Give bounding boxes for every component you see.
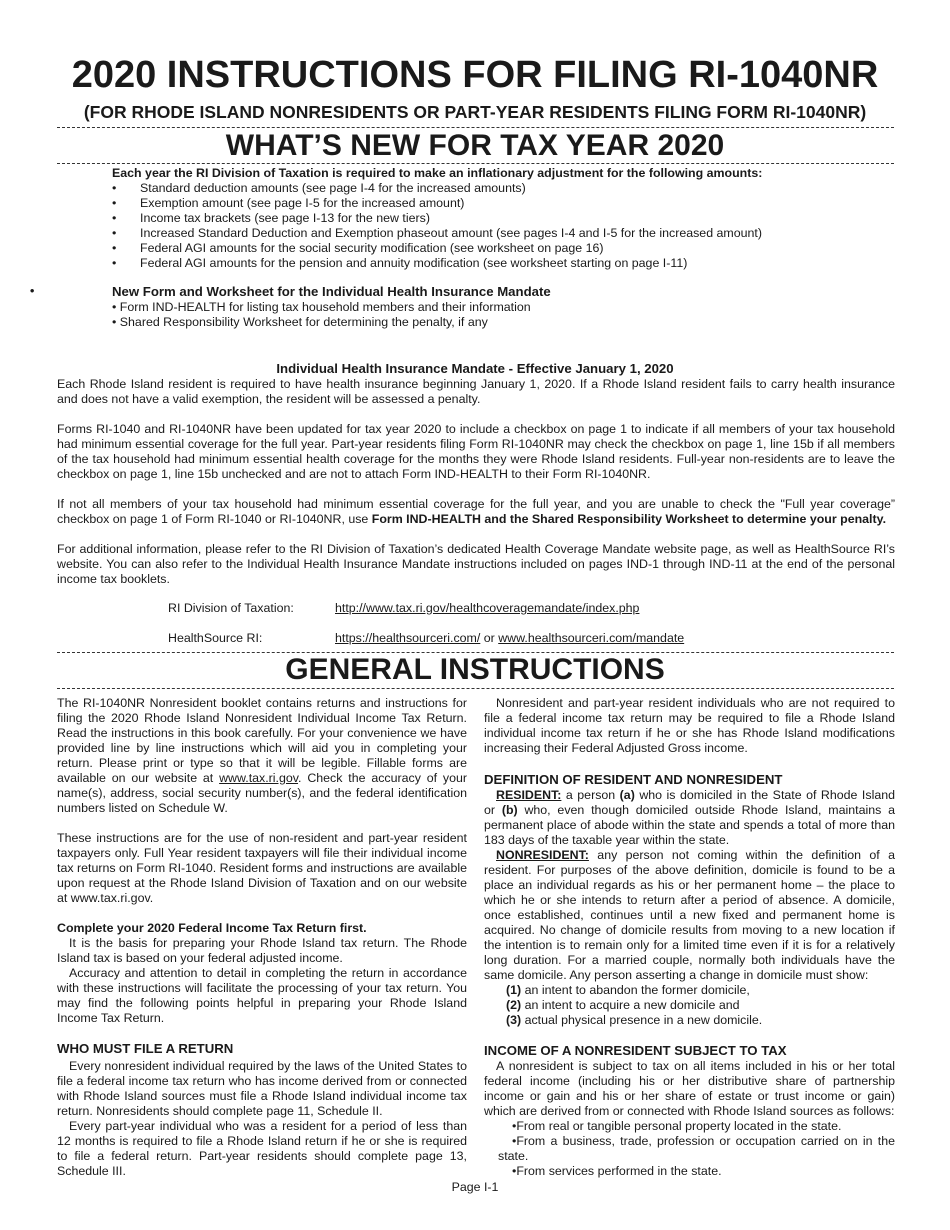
list-item: • Federal AGI amounts for the pension and annuity modification (see worksheet starting on page I-11) bbox=[112, 256, 688, 270]
page-title: 2020 INSTRUCTIONS FOR FILING RI-1040NR bbox=[71, 54, 879, 96]
general-instructions-heading: GENERAL INSTRUCTIONS bbox=[285, 653, 665, 686]
divider bbox=[57, 127, 894, 128]
list-item: • Federal AGI amounts for the social security modification (see worksheet on page 16) bbox=[112, 241, 604, 255]
whats-new-intro: Each year the RI Division of Taxation is required to make an inflationary adjustment for the following amounts: bbox=[112, 166, 763, 180]
whats-new-heading: WHAT’S NEW FOR TAX YEAR 2020 bbox=[225, 129, 725, 162]
page-number: Page I-1 bbox=[451, 1180, 499, 1194]
list-item: • Income tax brackets (see page I-13 for the new tiers) bbox=[112, 211, 430, 225]
tax-website-link[interactable]: www.tax.ri.gov bbox=[219, 771, 299, 785]
page-subtitle: (FOR RHODE ISLAND NONRESIDENTS OR PART-YEAR RESIDENTS FILING FORM RI-1040NR) bbox=[83, 102, 867, 122]
mandate-paragraph: For additional information, please refer to the RI Division of Taxation’s dedicated Health Coverage Mandate website page, as well as HealthSource RI’s website. You can also refer to the Individual Health Insurance Mandate instructions included on pages IND-1 through IND-11 at the end of the personal income tax booklets. bbox=[57, 542, 895, 586]
list-item: •From a business, trade, profession or occupation carried on in the state. bbox=[498, 1134, 895, 1163]
new-form-heading: New Form and Worksheet for the Individual Health Insurance Mandate bbox=[112, 284, 551, 299]
new-form-section bbox=[112, 284, 892, 330]
who-must-file-heading: WHO MUST FILE A RETURN bbox=[57, 1041, 234, 1056]
who-paragraph: Every nonresident individual required by the laws of the United States to file a federal income tax return who has income derived from or connected with Rhode Island sources must file a Rhode Island individual income tax return. Nonresidents should complete page 11, Schedule II. bbox=[57, 1059, 467, 1118]
mandate-heading: Individual Health Insurance Mandate - Effective January 1, 2020 bbox=[276, 361, 674, 376]
list-item: •From services performed in the state. bbox=[512, 1164, 722, 1178]
list-item: • Exemption amount (see page I-5 for the increased amount) bbox=[112, 196, 465, 210]
complete-paragraph: Accuracy and attention to detail in completing the return in accordance with these instructions will facilitate the processing of your tax return. You may find the following points helpful in preparing your Rhode Island Income Tax Return. bbox=[57, 966, 467, 1025]
hs-link-label: HealthSource RI: bbox=[168, 631, 263, 645]
resident-paragraph: RESIDENT: a person (a) who is domiciled in the State of Rhode Island or (b) who, even though domiciled outside Rhode Island, maintains a permanent place of abode within the state and spends a total of more than 183 days of the taxable year within the state. bbox=[484, 788, 896, 847]
healthsource-mandate-link[interactable]: www.healthsourceri.com/mandate bbox=[498, 631, 685, 645]
whats-new-section bbox=[112, 166, 892, 271]
list-item: (2) an intent to acquire a new domicile and bbox=[506, 998, 740, 1012]
mandate-paragraph: Each Rhode Island resident is required to have health insurance beginning January 1, 2020. If a Rhode Island resident fails to carry health insurance and does not have a valid exemption, the resident will be assessed a penalty. bbox=[57, 377, 895, 406]
intro-paragraph: The RI-1040NR Nonresident booklet contains returns and instructions for filing the 2020 Rhode Island Nonresident Individual Income Tax Return. Read the instructions in this book carefully. For your convenience we have provided line by line instructions which will aid you in completing your return. Please print or type so that it will be legible. Fillable forms are available on our website at www.tax.ri.gov. Check the accuracy of your name(s), address, social security number(s), and the federal identification numbers listed on Schedule W. bbox=[57, 696, 467, 815]
mandate-paragraph: Forms RI-1040 and RI-1040NR have been updated for tax year 2020 to include a checkbox on page 1 to indicate if all members of your tax household had minimum essential coverage for the full year. Part-year residents filing Form RI-1040NR may check the checkbox on page 1, line 15b if all members of the tax household had minimum essential health coverage for the months they were Rhode Island residents. Full-year non-residents are to leave the checkbox on page 1, line 15b unchecked and are not to attach Form IND-HEALTH to their Form RI-1040NR. bbox=[57, 422, 895, 481]
right-column bbox=[484, 696, 895, 1179]
nonresident-paragraph: NONRESIDENT: any person not coming within the definition of a resident. For purposes of the above definition, domicile is found to be a place an individual regards as his or her permanent home – the place to which he or she intends to return after a period of absence. A domicile, once established, continues until a new fixed and permanent home is acquired. No change of domicile results from moving to a new location if the intention is to remain only for a limited time even if it is for a relatively long duration. For a married couple, normally both individuals have the same domicile. Any person asserting a change in domicile must show: bbox=[484, 848, 895, 982]
list-item: • Standard deduction amounts (see page I-4 for the increased amounts) bbox=[112, 181, 526, 195]
list-item: • Shared Responsibility Worksheet for determining the penalty, if any bbox=[112, 315, 488, 329]
ri-tax-link[interactable]: http://www.tax.ri.gov/healthcoveragemandate/index.php bbox=[335, 601, 640, 615]
mandate-paragraph: If not all members of your tax household had minimum essential coverage for the full year, and you are unable to check the "Full year coverage” checkbox on page 1 of Form RI-1040 or RI-1040NR, use Form IND-HEALTH and the Shared Responsibility Worksheet to determine your penalty. bbox=[57, 497, 895, 526]
divider bbox=[57, 163, 894, 164]
definition-heading: DEFINITION OF RESIDENT AND NONRESIDENT bbox=[484, 772, 783, 787]
list-item: (1) an intent to abandon the former domicile, bbox=[506, 983, 750, 997]
left-column bbox=[57, 696, 467, 1179]
healthsource-link[interactable]: https://healthsourceri.com/ bbox=[335, 631, 481, 645]
scope-paragraph: These instructions are for the use of non-resident and part-year resident taxpayers only. Full Year resident taxpayers will file their individual income tax returns on Form RI-1040. Resident forms and instructions are available upon request at the Rhode Island Division of Taxation and on our website at www.tax.ri.gov. bbox=[57, 831, 467, 905]
bullet-marker: • bbox=[30, 284, 35, 298]
nonfiler-paragraph: Nonresident and part-year resident individuals who are not required to file a federal income tax return may be required to file a Rhode Island individual income tax return if he or she has Rhode Island modifications increasing their Federal Adjusted Gross income. bbox=[484, 696, 895, 755]
complete-heading: Complete your 2020 Federal Income Tax Return first. bbox=[57, 921, 367, 935]
income-heading: INCOME OF A NONRESIDENT SUBJECT TO TAX bbox=[484, 1043, 787, 1058]
who-paragraph: Every part-year individual who was a resident for a period of less than 12 months is required to file a Rhode Island return if he or she is required to file a federal return. Part-year residents should complete page 13, Schedule III. bbox=[57, 1119, 467, 1178]
ri-link-label: RI Division of Taxation: bbox=[168, 601, 294, 615]
list-item: • Increased Standard Deduction and Exemption phaseout amount (see pages I-4 and I-5 for the increased amount) bbox=[112, 226, 762, 240]
list-item: •From real or tangible personal property located in the state. bbox=[512, 1119, 842, 1133]
hs-links: https://healthsourceri.com/ or www.healthsourceri.com/mandate bbox=[335, 631, 685, 645]
income-paragraph: A nonresident is subject to tax on all items included in his or her total federal income (including his or her distributive share of partnership income or gain and his or her share of estate or trust income or gain) which are derived from or connected with Rhode Island sources as follows: bbox=[484, 1059, 895, 1118]
complete-paragraph: It is the basis for preparing your Rhode Island tax return. The Rhode Island tax is based on your federal adjusted income. bbox=[57, 936, 467, 965]
divider bbox=[57, 688, 894, 689]
list-item: • Form IND-HEALTH for listing tax household members and their information bbox=[112, 300, 531, 314]
list-item: (3) actual physical presence in a new domicile. bbox=[506, 1013, 763, 1027]
